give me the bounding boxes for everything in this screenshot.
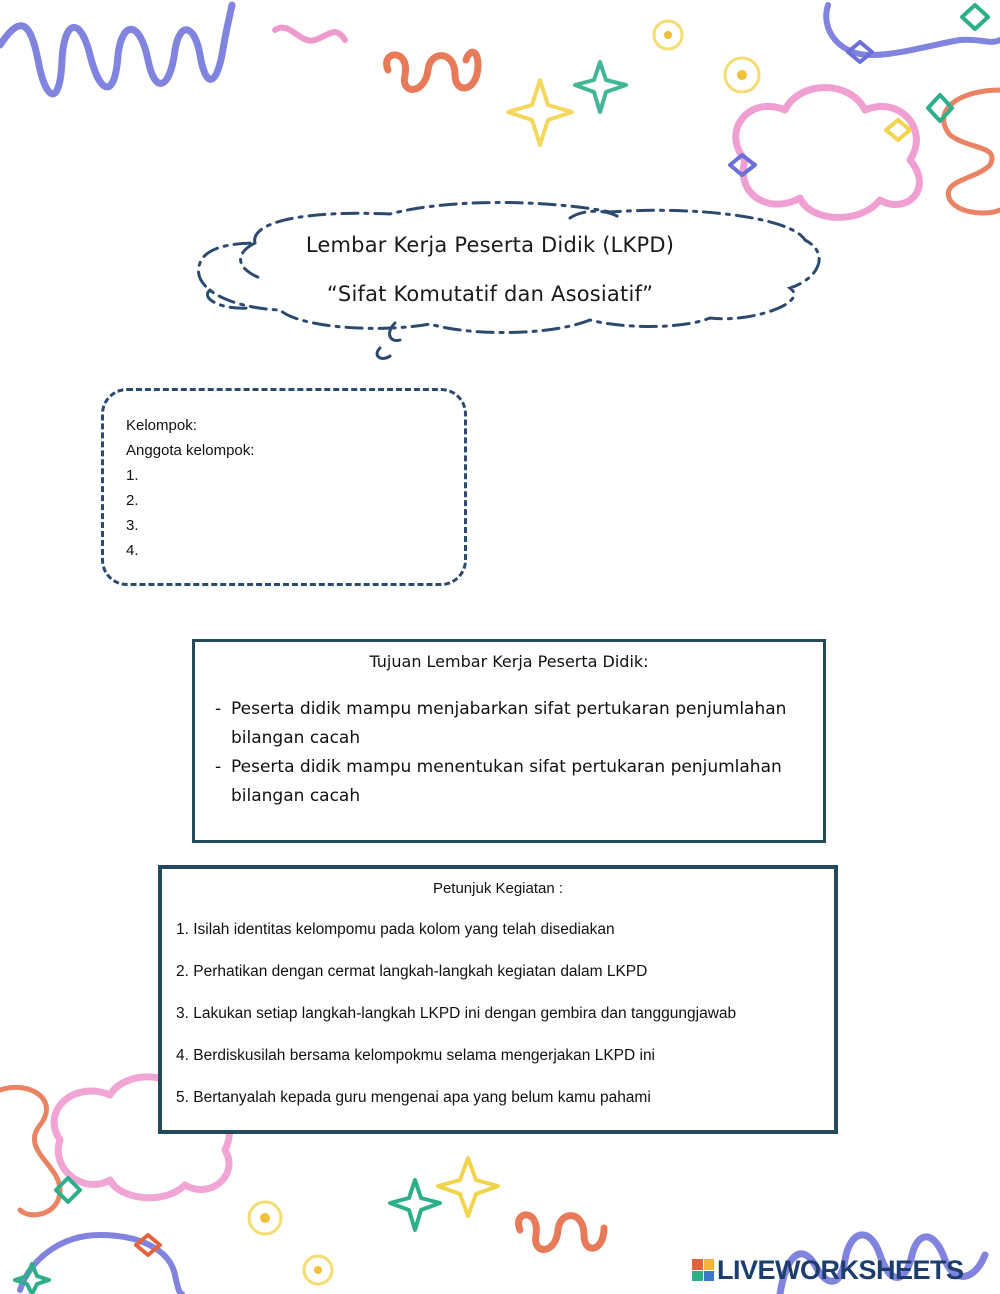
green-star-bottom — [390, 1180, 440, 1230]
goals-list — [215, 695, 805, 811]
instructions-title: Petunjuk Kegiatan : — [432, 880, 564, 897]
instruction-item: 1. Isilah identitas kelompomu pada kolom yang telah disediakan — [176, 921, 615, 938]
brand-name: LIVEWORKSHEETS — [717, 1254, 964, 1285]
member-2: 2. — [126, 492, 139, 509]
green-star-top — [575, 62, 626, 112]
yellow-star-top — [508, 80, 572, 145]
goal-text: Peserta didik mampu menjabarkan sifat pertukaran penjumlahan bilangan cacah — [231, 699, 787, 748]
purple-diamond-right — [730, 155, 755, 175]
yellow-star-bottom — [438, 1158, 498, 1216]
page-subtitle: “Sifat Komutatif dan Asosiatif” — [326, 282, 654, 306]
liveworksheets-brand — [692, 1254, 964, 1286]
blue-curve-bottom-left — [20, 1235, 182, 1294]
blue-squiggle-top-left — [0, 5, 232, 94]
instructions-list — [176, 919, 826, 1129]
group-label: Kelompok: — [126, 417, 197, 434]
instruction-item: 5. Bertanyalah kepada guru mengenai apa yang belum kamu pahami — [176, 1089, 651, 1106]
liveworksheets-logo-icon — [692, 1259, 714, 1281]
yellow-flower-bottom-2 — [304, 1256, 332, 1284]
instruction-item: 4. Berdiskusilah bersama kelompokmu selama mengerjakan LKPD ini — [176, 1047, 656, 1064]
pink-squiggle-top — [275, 28, 345, 41]
goal-text: Peserta didik mampu menentukan sifat pertukaran penjumlahan bilangan cacah — [231, 757, 782, 806]
yellow-diamond-right — [886, 120, 910, 140]
yellow-flower-top — [654, 21, 682, 49]
orange-diamond-bottom-left — [136, 1235, 160, 1255]
blue-curve-top-right — [826, 5, 1000, 55]
teal-star-bottom-left — [15, 1264, 49, 1294]
teal-diamond-top-right — [962, 5, 988, 29]
teal-diamond-bottom-left — [56, 1178, 80, 1202]
orange-curl-right — [944, 90, 1000, 213]
orange-loops-bottom — [519, 1215, 604, 1250]
purple-diamond-top — [848, 42, 872, 62]
instructions-box — [158, 865, 838, 1134]
group-identity-lines — [126, 413, 254, 563]
teal-diamond-right — [928, 95, 952, 121]
goal-bullet: - — [215, 757, 222, 777]
yellow-flower-top-2 — [725, 58, 759, 92]
group-identity-box — [101, 388, 467, 586]
members-label: Anggota kelompok: — [126, 442, 255, 459]
orange-curl-bottom-left — [0, 1087, 60, 1214]
instruction-item: 3. Lakukan setiap langkah-langkah LKPD ini dengan gembira dan tanggungjawab — [176, 1005, 737, 1022]
member-4: 4. — [126, 542, 139, 559]
goal-bullet: - — [215, 699, 222, 719]
member-3: 3. — [126, 517, 139, 534]
goals-title: Tujuan Lembar Kerja Peserta Didik: — [369, 652, 649, 671]
yellow-flower-bottom — [249, 1202, 281, 1234]
instruction-item: 2. Perhatikan dengan cermat langkah-langkah kegiatan dalam LKPD — [176, 963, 648, 980]
goal-item — [215, 753, 805, 811]
member-1: 1. — [126, 467, 139, 484]
page-title: Lembar Kerja Peserta Didik (LKPD) — [305, 233, 675, 257]
goals-box — [192, 639, 826, 843]
orange-loops-top — [387, 52, 478, 89]
goal-item — [215, 695, 805, 753]
title-cloud — [190, 198, 830, 368]
